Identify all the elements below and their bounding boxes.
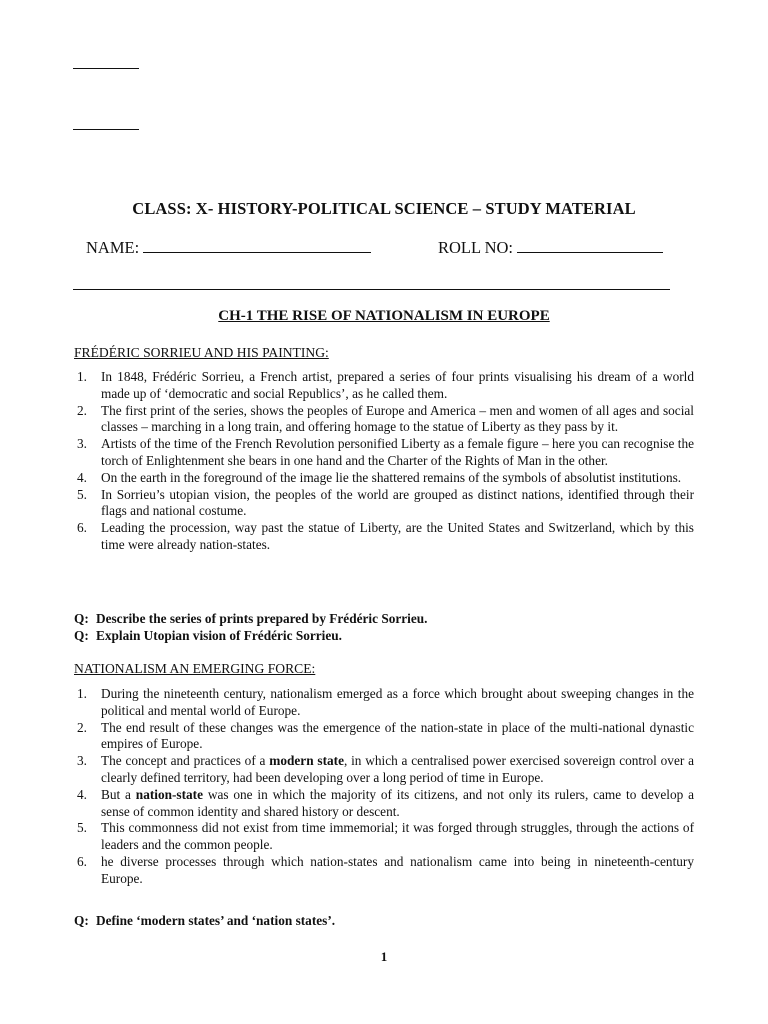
chapter-title: CH-1 THE RISE OF NATIONALISM IN EUROPE <box>218 308 550 324</box>
name-label: NAME: <box>86 238 140 257</box>
list-item: 5. This commonness did not exist from time immemorial; it was forged through struggles, through the actions of leaders and the common people. <box>77 820 694 853</box>
divider-line <box>73 289 670 290</box>
list-item: 3. Artists of the time of the French Revolution personified Liberty as a female figure – here you can recognise the torch of Enlightenment she bears in one hand and the Charter of the Rights of Man in the other. <box>77 436 694 468</box>
list-item: 6. Leading the procession, way past the statue of Liberty, are the United States and Switzerland, which by this time were already nation-states. <box>77 520 694 552</box>
question: Q: Describe the series of prints prepared by Frédéric Sorrieu. <box>74 611 428 626</box>
section-1-list <box>74 369 694 554</box>
list-item: 6. he diverse processes through which nation-states and nationalism came into being in nineteenth-century Europe. <box>77 853 694 886</box>
list-item: 5. In Sorrieu’s utopian vision, the peoples of the world are grouped as distinct nations, identified through their flags and national costume. <box>77 486 694 519</box>
list-item: 1. During the nineteenth century, nationalism emerged as a force which brought about sweeping changes in the political and mental world of Europe. <box>77 686 694 718</box>
roll-label: ROLL NO: <box>438 238 514 257</box>
roll-field <box>438 238 663 258</box>
section-heading: FRÉDÉRIC SORRIEU AND HIS PAINTING: <box>74 345 329 360</box>
question: Q: Explain Utopian vision of Frédéric Sorrieu. <box>74 628 342 643</box>
list-item: 2. The end result of these changes was the emergence of the nation-state in place of the multi-national dynastic empires of Europe. <box>77 719 694 752</box>
blank-line-top-2 <box>73 129 139 130</box>
blank-line-top-1 <box>73 68 139 69</box>
list-item: 3. The concept and practices of a modern state, in which a centralised power exercised sovereign control over a clearly defined territory, had been developing over a long period of time in Europe. <box>77 753 694 785</box>
roll-blank <box>517 238 663 253</box>
list-item: 4. On the earth in the foreground of the image lie the shattered remains of the symbols of absolutist institutions. <box>77 469 682 485</box>
question: Q: Define ‘modern states’ and ‘nation states’. <box>74 913 336 928</box>
section-2-list <box>74 686 694 888</box>
list-item: 1. In 1848, Frédéric Sorrieu, a French artist, prepared a series of four prints visualising his dream of a world made up of ‘democratic and social Republics’, as he called them. <box>77 369 694 401</box>
list-item: 2. The first print of the series, shows the peoples of Europe and America – men and women of all ages and social classes – marching in a long train, and offering homage to the statue of Liberty as they pass by it. <box>77 402 694 435</box>
section-heading: NATIONALISM AN EMERGING FORCE: <box>74 661 316 676</box>
name-field <box>86 238 371 258</box>
name-blank <box>143 238 371 253</box>
document-title: CLASS: X- HISTORY-POLITICAL SCIENCE – STUDY MATERIAL <box>132 199 636 218</box>
list-item: 4. But a nation-state was one in which the majority of its citizens, and not only its rulers, came to develop a sense of common identity and shared history or descent. <box>77 786 694 819</box>
page-number: 1 <box>380 949 388 964</box>
